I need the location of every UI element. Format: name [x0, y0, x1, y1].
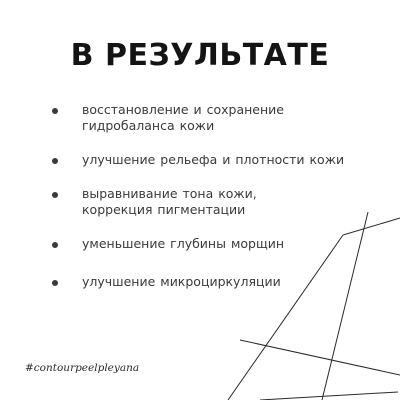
bullet-icon — [52, 108, 58, 114]
bullet-icon — [52, 280, 58, 286]
list-item-text: уменьшение глубины морщин — [82, 236, 285, 251]
list-item — [50, 236, 380, 252]
list-item-text: восстановление и сохранение гидробаланса кожи — [82, 102, 284, 133]
list-item — [50, 152, 380, 168]
bullet-icon — [52, 192, 58, 198]
deco-line — [240, 340, 400, 375]
list-item-text: улучшение микроциркуляции — [82, 274, 281, 289]
page-title: В РЕЗУЛЬТАТЕ — [70, 38, 330, 73]
list-item — [50, 186, 380, 218]
deco-line — [260, 392, 398, 400]
list-item-text: улучшение рельефа и плотности кожи — [82, 152, 345, 167]
list-item — [50, 102, 380, 134]
bullet-icon — [52, 158, 58, 164]
benefits-list — [50, 102, 380, 308]
list-item — [50, 274, 380, 290]
list-item-text: выравнивание тона кожи, коррекция пигментации — [82, 186, 257, 217]
bullet-icon — [52, 242, 58, 248]
hashtag: #contourpeelpleyana — [25, 362, 140, 374]
